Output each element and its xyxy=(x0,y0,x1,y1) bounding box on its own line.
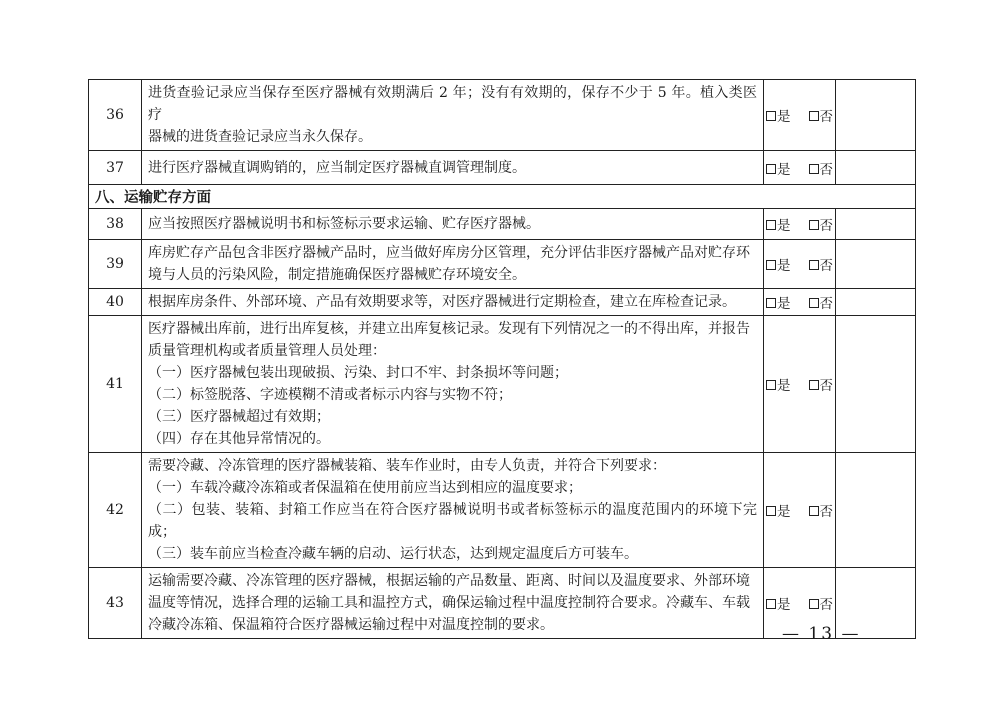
content-line: （四）存在其他异常情况的。 xyxy=(148,431,330,447)
content-line: 需要冷藏、冷冻管理的医疗器械装箱、装车作业时，由专人负责，并符合下列要求： xyxy=(148,458,666,474)
content-line: （二）包装、装箱、封箱工作应当在符合医疗器械说明书或者标签标示的温度范围内的环境下完成； xyxy=(148,502,757,540)
answer-options xyxy=(764,316,836,453)
content-line: 应当按照医疗器械说明书和标签标示要求运输、贮存医疗器械。 xyxy=(148,216,540,232)
yes-label: 是 xyxy=(777,161,791,178)
item-content xyxy=(142,453,764,568)
item-content xyxy=(142,209,764,240)
checklist-table xyxy=(88,79,916,639)
answer-options xyxy=(764,289,836,316)
no-label: 否 xyxy=(819,504,833,520)
content-line: （一）医疗器械包装出现破损、污染、封口不牢、封条损坏等问题； xyxy=(148,365,568,381)
remarks-cell[interactable] xyxy=(836,240,916,289)
item-number: 42 xyxy=(89,453,142,568)
yes-label: 是 xyxy=(777,109,791,125)
yes-label: 是 xyxy=(777,258,791,274)
item-number: 43 xyxy=(89,568,142,639)
no-label: 否 xyxy=(819,161,833,178)
item-content xyxy=(142,289,764,316)
no-checkbox[interactable] xyxy=(809,380,819,390)
item-number: 38 xyxy=(89,209,142,240)
yes-label: 是 xyxy=(777,597,791,613)
content-line: （二）标签脱落、字迹模糊不清或者标示内容与实物不符； xyxy=(148,387,512,403)
remarks-cell[interactable] xyxy=(836,209,916,240)
yes-checkbox[interactable] xyxy=(766,220,776,230)
yes-checkbox[interactable] xyxy=(766,380,776,390)
section-title: 八、运输贮存方面 xyxy=(89,185,916,209)
remarks-cell[interactable] xyxy=(836,80,916,151)
table-row xyxy=(89,151,916,185)
yes-checkbox[interactable] xyxy=(766,164,776,174)
no-label: 否 xyxy=(819,296,833,312)
content-line: 质量管理机构或者质量管理人员处理： xyxy=(148,343,386,359)
no-checkbox[interactable] xyxy=(809,599,819,609)
content-line: （一）车载冷藏冷冻箱或者保温箱在使用前应当达到相应的温度要求； xyxy=(148,480,582,496)
item-number: 40 xyxy=(89,289,142,316)
item-number: 36 xyxy=(89,80,142,151)
content-line: 运输需要冷藏、冷冻管理的医疗器械，根据运输的产品数量、距离、时间以及温度要求、外部环境 xyxy=(148,573,750,589)
no-label: 否 xyxy=(819,218,833,234)
content-line: 库房贮存产品包含非医疗器械产品时，应当做好库房分区管理，充分评估非医疗器械产品对贮存环 xyxy=(148,245,750,261)
no-label: 否 xyxy=(819,378,833,394)
remarks-cell[interactable] xyxy=(836,151,916,185)
yes-checkbox[interactable] xyxy=(766,506,776,516)
yes-label: 是 xyxy=(777,504,791,520)
item-content xyxy=(142,151,764,185)
yes-checkbox[interactable] xyxy=(766,298,776,308)
no-checkbox[interactable] xyxy=(809,298,819,308)
content-line: 根据库房条件、外部环境、产品有效期要求等，对医疗器械进行定期检查，建立在库检查记录。 xyxy=(148,294,736,310)
table-row xyxy=(89,289,916,316)
content-line: 进行医疗器械直调购销的，应当制定医疗器械直调管理制度。 xyxy=(148,159,526,176)
content-line: 境与人员的污染风险，制定措施确保医疗器械贮存环境安全。 xyxy=(148,267,526,283)
content-line: 冷藏冷冻箱、保温箱符合医疗器械运输过程中对温度控制的要求。 xyxy=(148,617,554,633)
no-checkbox[interactable] xyxy=(809,260,819,270)
remarks-cell[interactable] xyxy=(836,289,916,316)
content-line: 器械的进货查验记录应当永久保存。 xyxy=(148,129,372,145)
item-content xyxy=(142,80,764,151)
answer-options xyxy=(764,80,836,151)
no-label: 否 xyxy=(819,109,833,125)
answer-options xyxy=(764,209,836,240)
item-number: 39 xyxy=(89,240,142,289)
table-row xyxy=(89,453,916,568)
item-number: 41 xyxy=(89,316,142,453)
item-content xyxy=(142,240,764,289)
no-checkbox[interactable] xyxy=(809,506,819,516)
item-content xyxy=(142,568,764,639)
answer-options xyxy=(764,453,836,568)
content-line: （三）装车前应当检查冷藏车辆的启动、运行状态，达到规定温度后方可装车。 xyxy=(148,546,638,562)
item-content xyxy=(142,316,764,453)
page-number: — 13 — xyxy=(782,624,861,644)
item-number: 37 xyxy=(89,151,142,185)
table-row xyxy=(89,316,916,453)
yes-checkbox[interactable] xyxy=(766,260,776,270)
content-line: （三）医疗器械超过有效期； xyxy=(148,409,330,425)
answer-options xyxy=(764,240,836,289)
table-row xyxy=(89,240,916,289)
table-row xyxy=(89,209,916,240)
no-checkbox[interactable] xyxy=(809,220,819,230)
no-checkbox[interactable] xyxy=(809,164,819,174)
section-row xyxy=(89,185,916,209)
answer-options xyxy=(764,151,836,185)
content-line: 医疗器械出库前，进行出库复核，并建立出库复核记录。发现有下列情况之一的不得出库，并报告 xyxy=(148,321,750,337)
remarks-cell[interactable] xyxy=(836,453,916,568)
no-checkbox[interactable] xyxy=(809,111,819,121)
content-line: 温度等情况，选择合理的运输工具和温控方式，确保运输过程中温度控制符合要求。冷藏车、车载 xyxy=(148,595,750,611)
yes-label: 是 xyxy=(777,378,791,394)
no-label: 否 xyxy=(819,258,833,274)
yes-checkbox[interactable] xyxy=(766,599,776,609)
remarks-cell[interactable] xyxy=(836,316,916,453)
yes-label: 是 xyxy=(777,218,791,234)
table-row xyxy=(89,80,916,151)
yes-label: 是 xyxy=(777,296,791,312)
yes-checkbox[interactable] xyxy=(766,111,776,121)
no-label: 否 xyxy=(819,597,833,613)
content-line: 进货查验记录应当保存至医疗器械有效期满后 2 年；没有有效期的，保存不少于 5 年。植入类医疗 xyxy=(148,85,757,123)
